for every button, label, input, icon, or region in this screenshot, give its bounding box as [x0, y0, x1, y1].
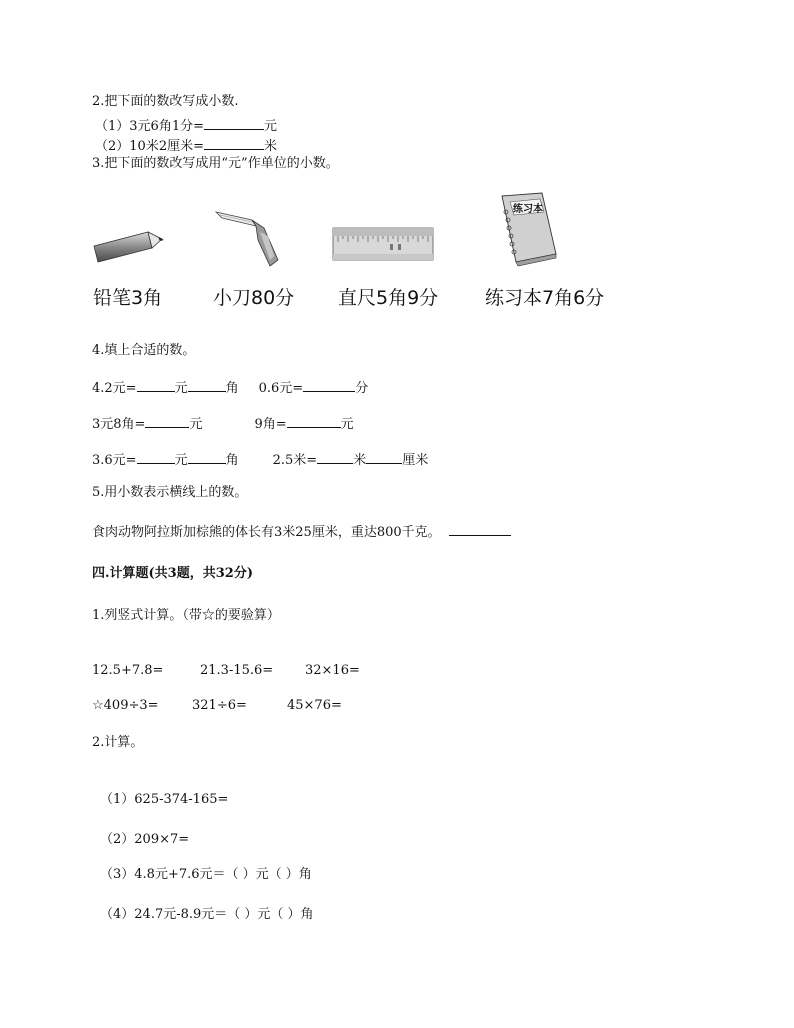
- q5-statement: [92, 521, 511, 542]
- notebook-icon: [496, 192, 560, 270]
- calc-problem: 321÷6=: [192, 698, 247, 713]
- answer-blank[interactable]: [287, 413, 341, 428]
- q4-row-1: [92, 377, 368, 398]
- q4-row-3: [92, 449, 428, 470]
- unit-label: 分: [355, 381, 369, 396]
- calc-row-1: [92, 662, 360, 680]
- unit-label: 元: [174, 381, 188, 396]
- answer-blank[interactable]: [188, 449, 226, 464]
- answer-blank[interactable]: [137, 449, 175, 464]
- caption-pencil: 铅笔3角: [93, 287, 163, 309]
- unit-label: 厘米: [402, 453, 429, 468]
- q4-r2-label-2: 9角=: [254, 417, 287, 432]
- caption-ruler: 直尺5角9分: [338, 287, 439, 309]
- pencil-icon: [92, 228, 166, 268]
- unit-label: 元: [189, 417, 203, 432]
- knife-icon: [212, 206, 282, 268]
- answer-blank[interactable]: [137, 377, 175, 392]
- answer-blank[interactable]: [204, 115, 264, 130]
- calc-item: （3）4.8元+7.6元＝（ ）元（ ）角: [100, 867, 312, 882]
- calc-problem: 12.5+7.8=: [92, 663, 164, 678]
- answer-blank[interactable]: [188, 377, 226, 392]
- answer-blank[interactable]: [145, 413, 189, 428]
- unit-label: 角: [225, 381, 239, 396]
- q2-title: 2.把下面的数改写成小数.: [92, 94, 239, 109]
- calc-q1-title: 1.列竖式计算。（带☆的要验算）: [92, 608, 280, 623]
- answer-blank[interactable]: [317, 449, 353, 464]
- q4-row-2: [92, 413, 354, 434]
- q5-title: 5.用小数表示横线上的数。: [92, 485, 248, 500]
- q4-title: 4.填上合适的数。: [92, 343, 196, 358]
- calc-problem: 21.3-15.6=: [200, 663, 274, 678]
- calc-item: （1）625-374-165=: [100, 792, 229, 807]
- q2-item-2-prefix: （2）10米2厘米=: [95, 139, 204, 154]
- unit-label: 米: [353, 453, 367, 468]
- q2-item-1-unit: 元: [263, 119, 277, 134]
- q4-r3-label-2: 2.5米=: [272, 453, 318, 468]
- q2-item-1: [95, 115, 277, 136]
- caption-notebook: 练习本7角6分: [485, 287, 605, 309]
- calc-problem: 45×76=: [287, 698, 342, 713]
- q4-r3-label: 3.6元=: [92, 453, 137, 468]
- notebook-cover-label: 练习本: [513, 204, 543, 215]
- q5-text: 食肉动物阿拉斯加棕熊的体长有3米25厘米，重达800千克。: [92, 525, 441, 540]
- unit-label: 角: [225, 453, 239, 468]
- answer-blank[interactable]: [303, 377, 355, 392]
- calc-row-2: [92, 697, 342, 715]
- caption-knife: 小刀80分: [213, 287, 295, 309]
- q2-item-2: [95, 135, 277, 156]
- unit-label: 元: [340, 417, 354, 432]
- answer-blank[interactable]: [366, 449, 402, 464]
- answer-blank[interactable]: [204, 135, 264, 150]
- q2-item-2-unit: 米: [263, 139, 277, 154]
- q4-r2-label: 3元8角=: [92, 417, 146, 432]
- calc-problem: ☆409÷3=: [92, 698, 159, 713]
- calc-item: （2）209×7=: [100, 832, 190, 847]
- ruler-icon: [332, 226, 434, 262]
- section-heading: 四.计算题(共3题，共32分): [92, 566, 253, 581]
- q3-title: 3.把下面的数改写成用“元”作单位的小数。: [92, 156, 339, 171]
- calc-q2-title: 2.计算。: [92, 735, 144, 750]
- unit-label: 元: [174, 453, 188, 468]
- calc-problem: 32×16=: [305, 663, 360, 678]
- q4-r1-label-2: 0.6元=: [258, 381, 304, 396]
- q2-item-1-prefix: （1）3元6角1分=: [95, 119, 204, 134]
- calc-item: （4）24.7元-8.9元＝（ ）元（ ）角: [100, 907, 314, 922]
- q4-r1-label: 4.2元=: [92, 381, 137, 396]
- answer-blank[interactable]: [449, 521, 511, 536]
